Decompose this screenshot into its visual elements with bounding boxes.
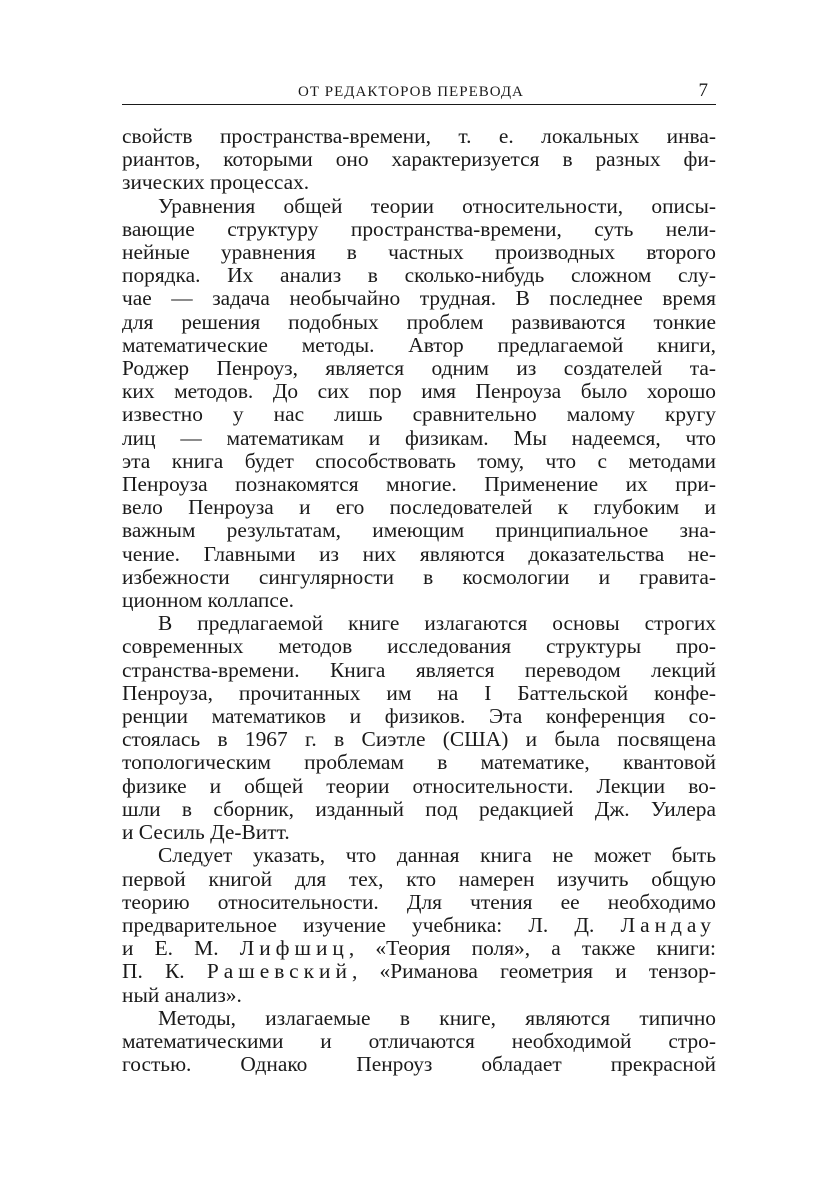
text-line: Пенроуза познакомятся многие. Применение их при- — [122, 472, 716, 497]
text-line: избежности сингулярности в космологии и гравита- — [122, 564, 716, 589]
text-line: свойств пространства-времени, т. е. локальных инва- — [122, 124, 716, 148]
text-line: Уравнения общей теории относительности, описы- — [158, 193, 716, 218]
text-line: риантов, которыми оно характеризуется в разных фи- — [122, 147, 716, 172]
running-header — [122, 80, 716, 105]
text-line — [122, 914, 716, 937]
text-line: ционном коллапсе. — [122, 588, 294, 613]
text-line — [122, 937, 716, 960]
author-name-lifshitz: Лифшиц — [239, 936, 349, 961]
text-fragment: предварительное изучение учебника: Л. Д. — [122, 912, 621, 937]
text-line: зических процессах. — [122, 170, 310, 195]
book-page — [122, 80, 716, 1076]
text-line: для решения подобных проблем развиваются тонкие — [122, 309, 716, 334]
page-number: 7 — [698, 80, 708, 101]
text-line: вело Пенроуза и его последователей к глубоким и — [122, 495, 716, 520]
text-line: нейные уравнения в частных производных второго — [122, 240, 716, 265]
text-line: чае — задача необычайно трудная. В последнее время — [122, 286, 716, 311]
text-line: гостью. Однако Пенроуз обладает прекрасной — [122, 1052, 716, 1077]
text-line: ренции математиков и физиков. Эта конференция со- — [122, 704, 716, 729]
text-line: и Сесиль Де-Витт. — [122, 820, 290, 845]
text-line: математическими и отличаются необходимой стро- — [122, 1028, 716, 1053]
text-line: известно у нас лишь сравнительно малому кругу — [122, 402, 716, 427]
text-line: стоялась в 1967 г. в Сиэтле (США) и была посвящена — [122, 727, 716, 752]
text-line: важным результатам, имеющим принципиальное зна- — [122, 518, 716, 543]
text-fragment: и Е. М. — [122, 936, 240, 961]
text-line: топологическим проблемам в математике, квантовой — [122, 750, 716, 775]
text-line: Роджер Пенроуз, является одним из создателей та- — [122, 356, 716, 381]
text-line — [122, 960, 716, 983]
author-name-rashevsky: Рашевский — [206, 959, 352, 984]
text-line: порядка. Их анализ в сколько-нибудь сложном слу- — [122, 263, 716, 288]
text-line: математические методы. Автор предлагаемой книги, — [122, 332, 716, 357]
text-line: лиц — математикам и физикам. Мы надеемся, что — [122, 425, 716, 450]
text-line: ный анализ». — [122, 982, 242, 1007]
text-line: ких методов. До сих пор имя Пенроуза было хорошо — [122, 379, 716, 404]
text-line: вающие структуру пространства-времени, суть нели- — [122, 216, 716, 241]
author-name-landau: Ландау — [620, 912, 716, 937]
text-fragment: , «Теория поля», а также книги: — [348, 936, 716, 961]
text-line: эта книга будет способствовать тому, что с методами — [122, 448, 716, 473]
body-text — [122, 125, 716, 1076]
text-line: теорию относительности. Для чтения ее необходимо — [122, 889, 716, 914]
text-line: В предлагаемой книге излагаются основы строгих — [158, 611, 716, 636]
text-fragment: , «Риманова геометрия и тензор- — [351, 959, 717, 984]
text-line: Следует указать, что данная книга не может быть — [158, 843, 716, 868]
text-line: шли в сборник, изданный под редакцией Дж. Уилера — [122, 796, 716, 821]
text-line: Методы, излагаемые в книге, являются типично — [158, 1005, 716, 1030]
text-line: странства-времени. Книга является переводом лекций — [122, 657, 716, 682]
text-line: Пенроуза, прочитанных им на I Баттельской конфе- — [122, 680, 716, 705]
running-header-title: ОТ РЕДАКТОРОВ ПЕРЕВОДА — [298, 84, 524, 100]
text-line: чение. Главными из них являются доказательства не- — [122, 541, 716, 566]
text-line: первой книгой для тех, кто намерен изучить общую — [122, 866, 716, 891]
text-line: современных методов исследования структуры про- — [122, 634, 716, 659]
text-line: физике и общей теории относительности. Лекции во- — [122, 773, 716, 798]
text-fragment: П. К. — [122, 959, 207, 984]
